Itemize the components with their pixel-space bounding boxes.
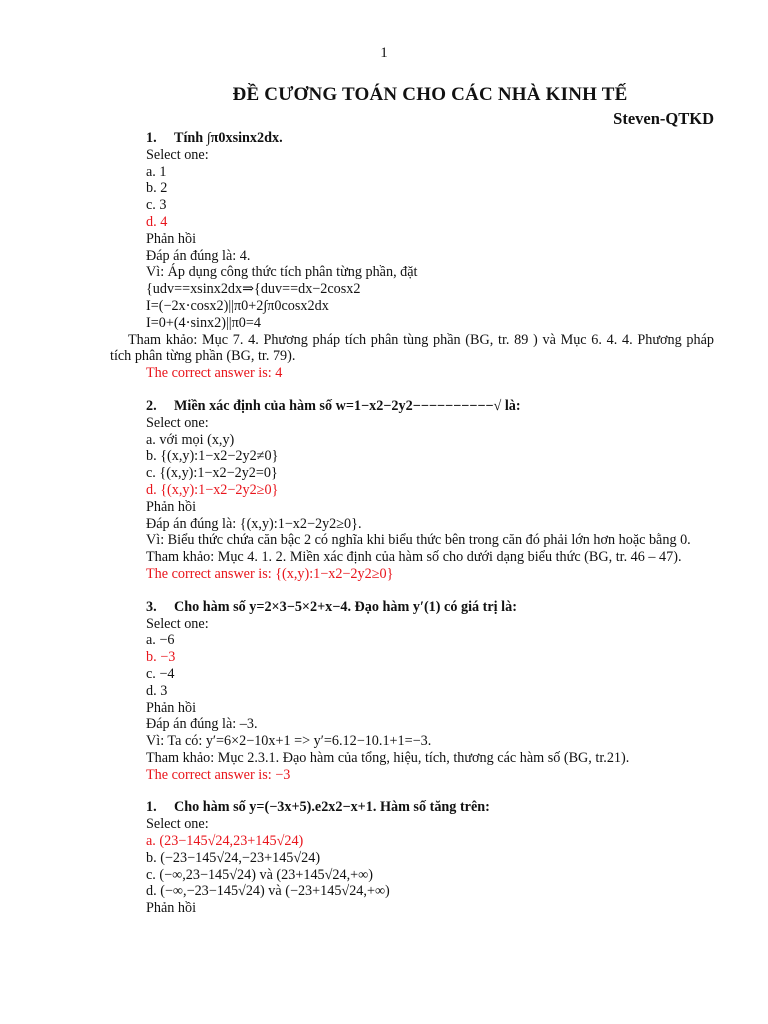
select-one-label: Select one: <box>146 816 209 833</box>
answer-text: Đáp án đúng là: 4. <box>146 247 251 264</box>
option-c: c. {(x,y):1−x2−2y2=0} <box>146 465 278 482</box>
select-one-label: Select one: <box>146 414 209 431</box>
question-2 <box>128 398 714 583</box>
reference-text: Tham khảo: Mục 4. 1. 2. Miền xác định của hàm số cho dưới dạng biểu thức (BG, tr. 46 – 47). <box>146 549 682 566</box>
option-d: d. (−∞,−23−145√24) và (−23+145√24,+∞) <box>146 883 390 900</box>
option-d-correct: d. 4 <box>146 213 168 230</box>
document-author: Steven-QTKD <box>613 109 714 128</box>
option-a: a. 1 <box>146 163 167 180</box>
spacer <box>128 583 714 599</box>
correct-answer-text: The correct answer is: {(x,y):1−x2−2y2≥0} <box>146 565 394 582</box>
question-4 <box>128 799 714 917</box>
formula-line: {udv==xsinx2dx⇒{duv==dx−2cosx2 <box>146 281 361 298</box>
option-a-correct: a. (23−145√24,23+145√24) <box>146 833 304 850</box>
option-c: c. −4 <box>146 665 175 682</box>
option-d: d. 3 <box>146 682 168 699</box>
document-body <box>110 130 714 917</box>
question-number: 1. <box>146 130 157 146</box>
reference-text: Tham khảo: Mục 2.3.1. Đạo hàm của tổng, hiệu, tích, thương các hàm số (BG, tr.21). <box>146 749 630 766</box>
question-heading <box>128 398 714 415</box>
option-a: a. −6 <box>146 632 175 649</box>
option-b: b. (−23−145√24,−23+145√24) <box>146 849 321 866</box>
spacer <box>128 783 714 799</box>
question-number: 2. <box>146 397 157 414</box>
question-number: 1. <box>146 799 157 816</box>
question-1 <box>110 130 714 382</box>
formula-line: I=(−2x⋅cosx2)||π0+2∫π0cosx2dx <box>146 297 329 314</box>
question-text: Tính ∫π0xsinx2dx. <box>174 130 283 146</box>
formula-line: I=0+(4⋅sinx2)||π0=4 <box>146 314 261 331</box>
answer-text: Đáp án đúng là: {(x,y):1−x2−2y2≥0}. <box>146 515 362 532</box>
option-b-correct: b. −3 <box>146 649 176 666</box>
option-a: a. với mọi (x,y) <box>146 431 235 448</box>
question-text: Miền xác định của hàm số w=1−x2−2y2−−−−−−−−−−√ là: <box>174 397 521 414</box>
explanation-text: Vì: Biểu thức chứa căn bậc 2 có nghĩa khi biểu thức bên trong căn đó phải lớn hơn hoặc bằng 0. <box>146 532 691 549</box>
question-text: Cho hàm số y=(−3x+5).e2x2−x+1. Hàm số tăng trên: <box>174 799 490 816</box>
feedback-label: Phản hồi <box>146 230 197 247</box>
explanation-text: Vì: Áp dụng công thức tích phân từng phần, đặt <box>146 264 418 281</box>
question-heading <box>128 599 714 616</box>
option-b: b. 2 <box>146 180 168 197</box>
option-c: c. (−∞,23−145√24) và (23+145√24,+∞) <box>146 866 373 883</box>
question-heading <box>128 799 714 816</box>
spacer <box>128 382 714 398</box>
option-c: c. 3 <box>146 197 167 214</box>
correct-answer-text: The correct answer is: 4 <box>146 365 283 382</box>
feedback-label: Phản hồi <box>146 498 197 515</box>
document-title: ĐỀ CƯƠNG TOÁN CHO CÁC NHÀ KINH TẾ <box>232 84 628 105</box>
answer-text: Đáp án đúng là: –3. <box>146 716 258 733</box>
page-number: 1 <box>380 45 388 61</box>
select-one-label: Select one: <box>146 146 209 163</box>
option-d-correct: d. {(x,y):1−x2−2y2≥0} <box>146 481 279 498</box>
explanation-text: Vì: Ta có: y′=6×2−10x+1 => y′=6.12−10.1+1=−3. <box>146 733 432 750</box>
select-one-label: Select one: <box>146 615 209 632</box>
question-text: Cho hàm số y=2×3−5×2+x−4. Đạo hàm y′(1) có giá trị là: <box>174 598 517 615</box>
correct-answer-text: The correct answer is: −3 <box>146 766 291 783</box>
question-number: 3. <box>146 598 157 615</box>
question-heading <box>128 130 714 147</box>
option-b: b. {(x,y):1−x2−2y2≠0} <box>146 448 279 465</box>
feedback-label: Phản hồi <box>146 900 197 917</box>
question-3 <box>128 599 714 784</box>
reference-text: Tham khảo: Mục 7. 4. Phương pháp tích phân tùng phần (BG, tr. 89 ) và Mục 6. 4. 4. Phương pháp tích phân từng phần (BG, tr. 79). <box>110 331 714 365</box>
feedback-label: Phản hồi <box>146 699 197 716</box>
